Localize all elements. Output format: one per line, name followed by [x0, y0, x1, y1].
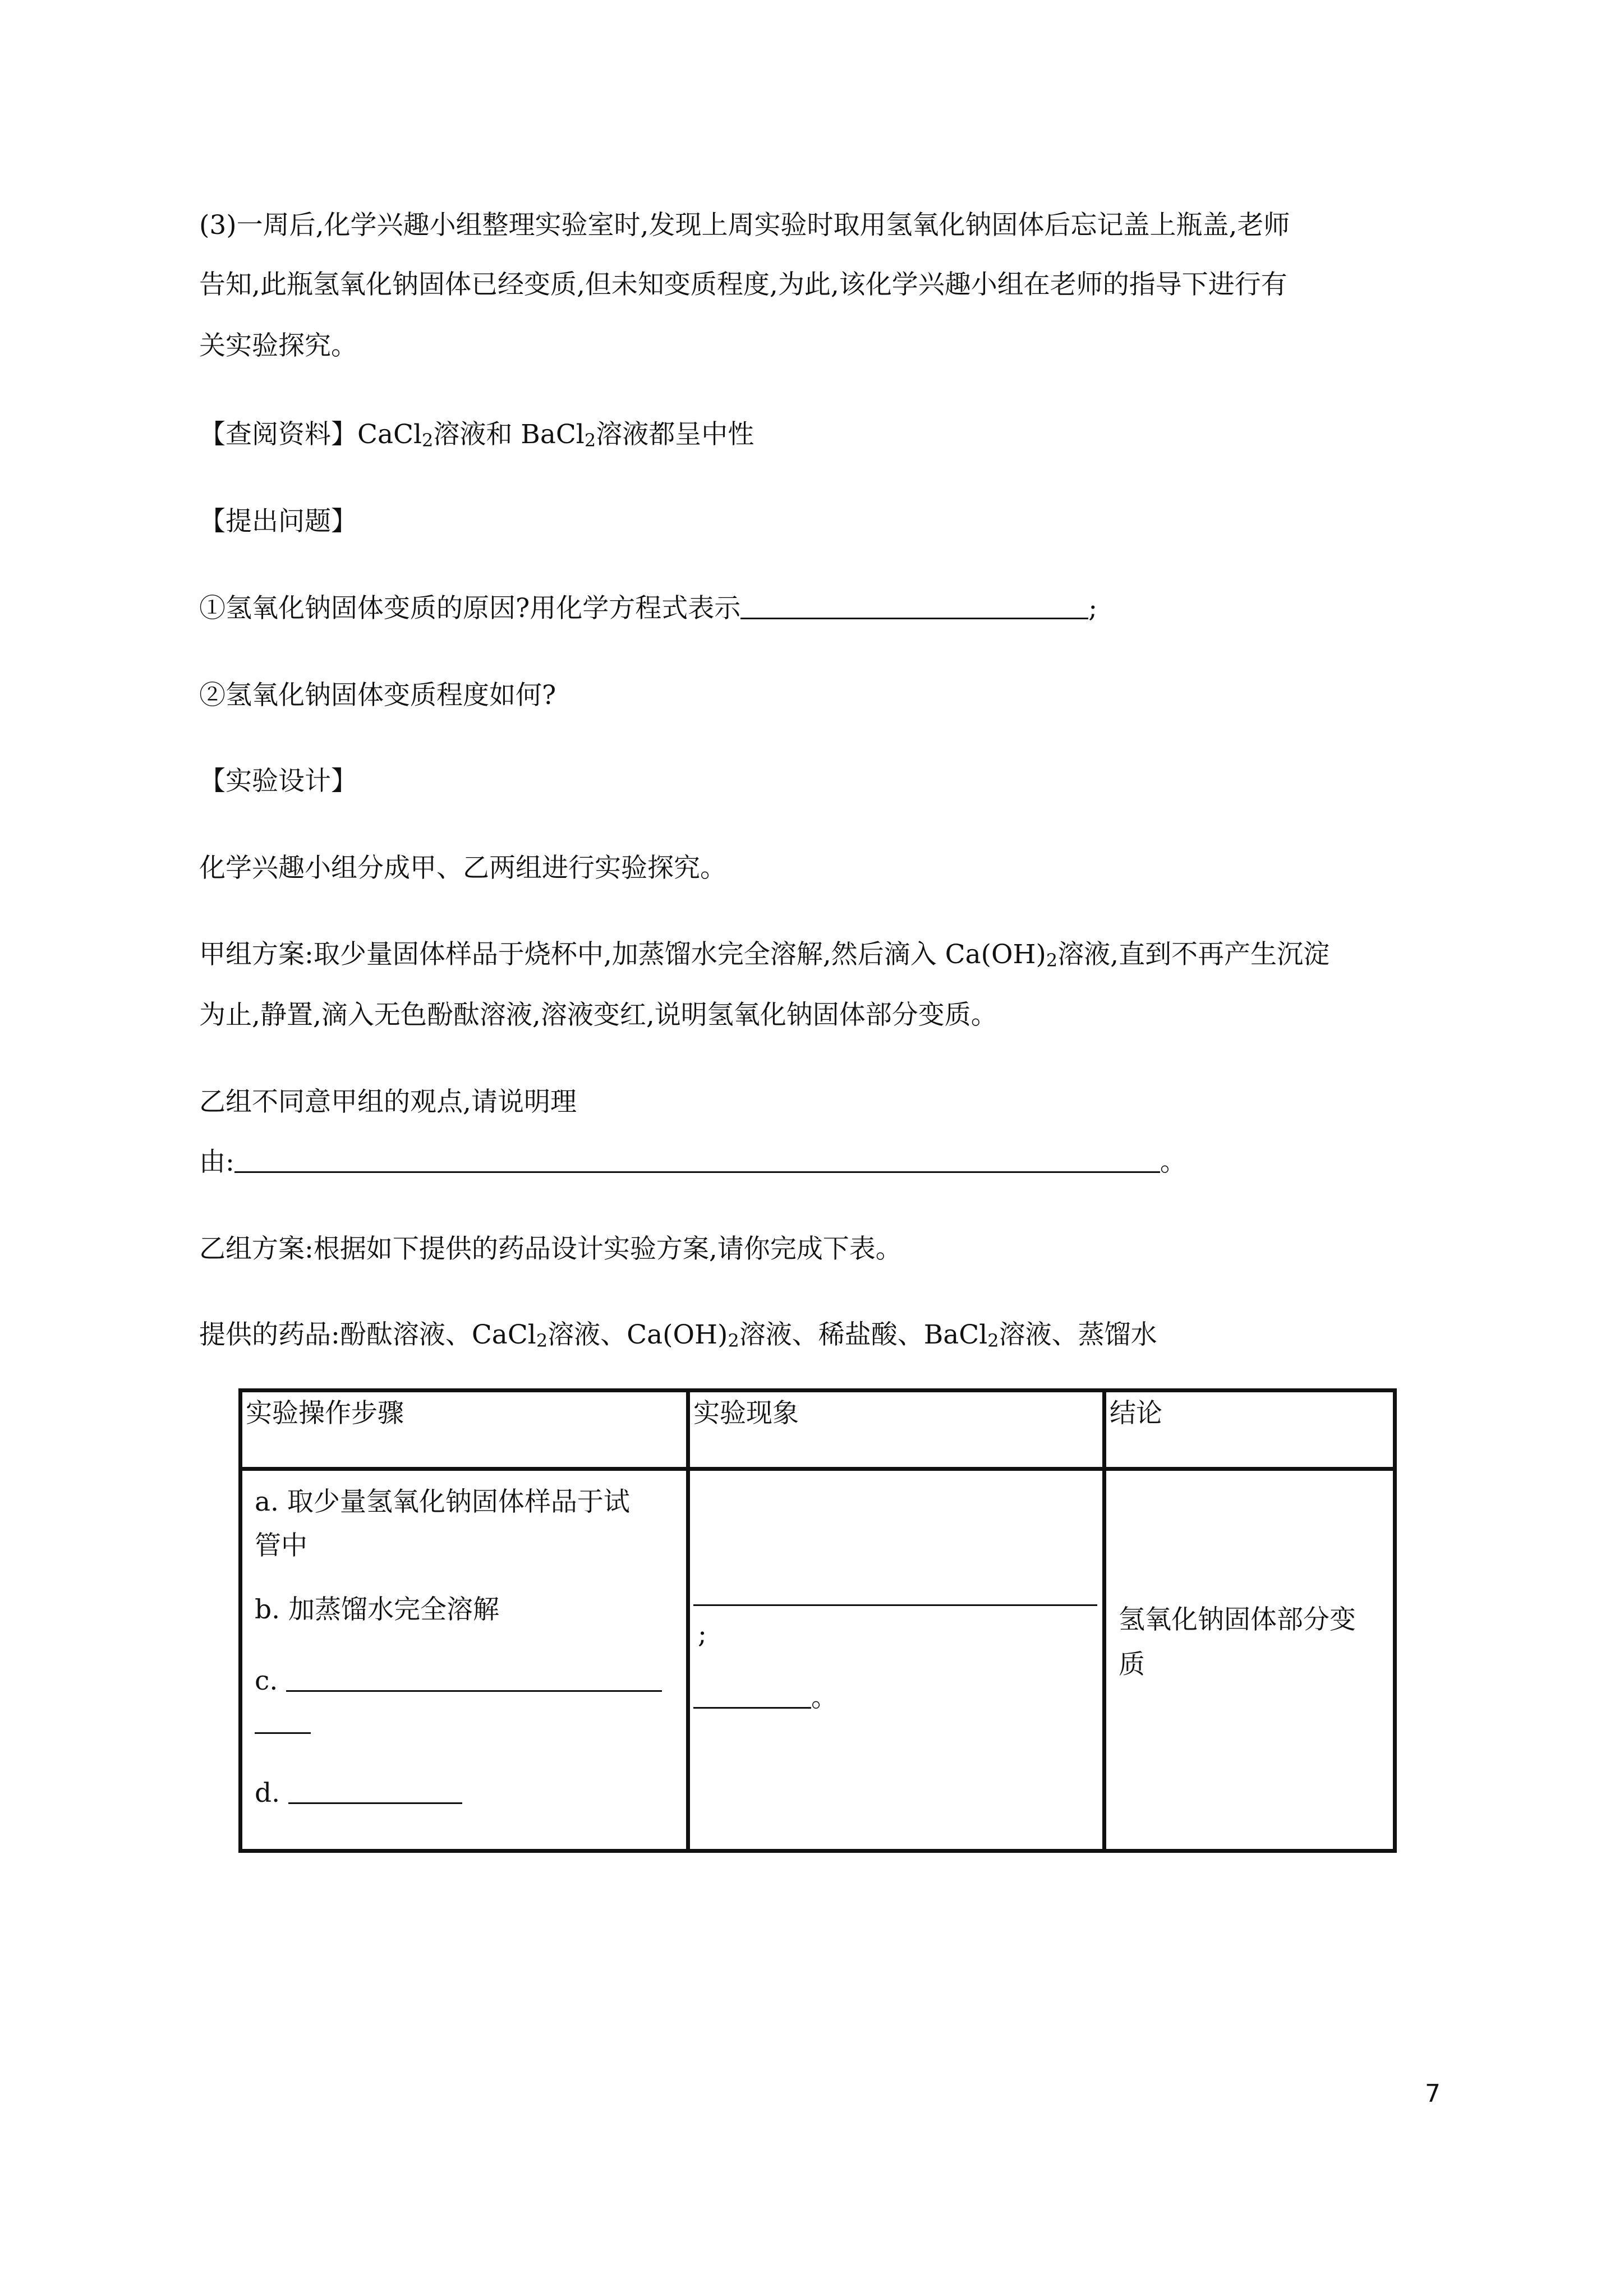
conclusion-line2: 质	[1119, 1649, 1145, 1680]
reference-prefix: 【查阅资料】CaCl	[199, 419, 422, 450]
question1-text: ①氢氧化钠固体变质的原因?用化学方程式表示	[199, 593, 741, 624]
paragraph3-line1: (3)一周后,化学兴趣小组整理实验室时,发现上周实验时取用氢氧化钠固体后忘记盖上瓶盖,老师	[199, 210, 1290, 241]
page-number: 7	[1425, 2079, 1441, 2108]
paragraph3-line3: 关实验探究。	[199, 330, 357, 361]
reference-suffix: 溶液都呈中性	[596, 419, 755, 450]
phenomena-blank-2[interactable]	[693, 1685, 811, 1709]
group-a-plan-sub: 2	[1046, 950, 1058, 971]
step-c-line	[255, 1664, 662, 1698]
header-conclusion: 结论	[1105, 1391, 1395, 1469]
step-c-label: c.	[255, 1665, 278, 1696]
step-b: b. 加蒸馏水完全溶解	[255, 1594, 499, 1625]
step-a-line1: a. 取少量氢氧化钠固体样品于试	[255, 1487, 630, 1517]
question1-line	[199, 592, 1097, 625]
phenomena-cell	[688, 1469, 1105, 1851]
question1-answer-blank[interactable]	[740, 595, 1088, 619]
group-b-disagree-line2	[199, 1145, 1186, 1179]
phenomena-blank-line-2	[693, 1681, 838, 1715]
header-phenomena: 实验现象	[688, 1391, 1105, 1469]
reference-sub2: 2	[584, 430, 596, 451]
group-a-plan-prefix: 甲组方案:取少量固体样品于烧杯中,加蒸馏水完全溶解,然后滴入 Ca(OH)	[199, 939, 1046, 970]
group-a-plan-suffix: 溶液,直到不再产生沉淀	[1057, 939, 1330, 970]
experiment-table	[238, 1388, 1397, 1853]
question-heading: 【提出问题】	[199, 506, 357, 537]
reagents-line	[199, 1318, 1157, 1352]
reagents-s2: 2	[728, 1330, 739, 1351]
step-d-blank[interactable]	[288, 1780, 462, 1804]
reagents-s3: 2	[987, 1330, 999, 1351]
phenomena-blank-line	[693, 1579, 1097, 1612]
design-heading: 【实验设计】	[199, 766, 357, 797]
reagents-p2: 溶液、Ca(OH)	[548, 1319, 728, 1350]
table-body-row	[241, 1469, 1395, 1851]
reagents-p1: 提供的药品:酚酞溶液、CaCl	[199, 1319, 536, 1350]
reason-answer-blank[interactable]	[234, 1149, 1160, 1173]
step-a-line2: 管中	[255, 1530, 307, 1561]
step-c-blank-2[interactable]	[255, 1710, 311, 1734]
phenomena-blank-1[interactable]	[693, 1582, 1097, 1606]
step-d-label: d.	[255, 1778, 280, 1809]
reference-sub1: 2	[421, 430, 434, 451]
group-b-disagree-line1: 乙组不同意甲组的观点,请说明理	[199, 1087, 577, 1117]
step-c-blank-continuation	[255, 1706, 311, 1740]
phenomena-semicolon: ;	[698, 1619, 707, 1650]
reagents-s1: 2	[536, 1330, 548, 1351]
steps-cell	[241, 1469, 688, 1851]
reference-line	[199, 418, 754, 452]
reference-mid: 溶液和 BaCl	[433, 419, 585, 450]
phenomena-period: 。	[811, 1682, 838, 1713]
header-steps: 实验操作步骤	[241, 1391, 688, 1469]
step-c-blank[interactable]	[286, 1668, 662, 1692]
question1-end: ;	[1088, 593, 1098, 624]
groups-intro: 化学兴趣小组分成甲、乙两组进行实验探究。	[199, 853, 726, 884]
conclusion-cell	[1105, 1469, 1395, 1851]
group-b-plan: 乙组方案:根据如下提供的药品设计实验方案,请你完成下表。	[199, 1234, 902, 1264]
conclusion-line1: 氢氧化钠固体部分变	[1119, 1604, 1356, 1635]
group-a-plan-line1	[199, 938, 1329, 972]
paragraph3-line2: 告知,此瓶氢氧化钠固体已经变质,但未知变质程度,为此,该化学兴趣小组在老师的指导下进行有	[199, 269, 1287, 300]
reason-prefix: 由:	[199, 1147, 234, 1177]
table-header-row	[241, 1391, 1395, 1469]
question2-line: ②氢氧化钠固体变质程度如何?	[199, 680, 556, 711]
step-d-line	[255, 1777, 462, 1810]
reason-end: 。	[1160, 1147, 1186, 1177]
group-a-plan-line2: 为止,静置,滴入无色酚酞溶液,溶液变红,说明氢氧化钠固体部分变质。	[199, 1000, 997, 1030]
reagents-p3: 溶液、稀盐酸、BaCl	[739, 1319, 988, 1350]
reagents-p4: 溶液、蒸馏水	[999, 1319, 1157, 1350]
